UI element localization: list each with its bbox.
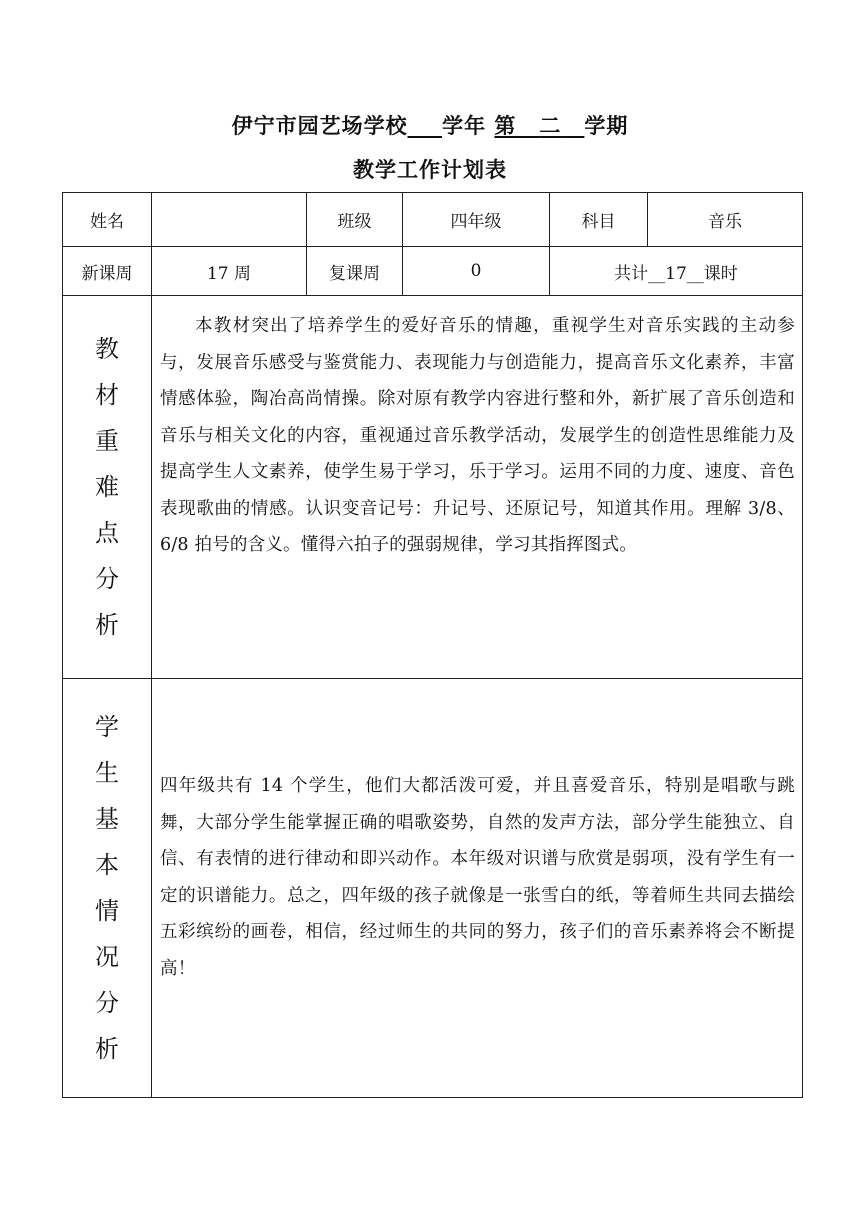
heading-char: 点 [95,519,119,547]
student-analysis-heading [63,679,151,1097]
heading-char: 析 [95,1035,119,1063]
term-label: 学期 [584,114,629,138]
new-weeks-label: 新课周 [81,263,133,284]
textbook-analysis-heading [63,296,151,678]
subject-value: 音乐 [708,212,742,232]
student-analysis-text: 四年级共有 14 个学生，他们大都活泼可爱，并且喜爱音乐，特别是唱歌与跳舞，大部分学生能掌握正确的唱歌姿势，自然的发声方法，部分学生能独立、自信、有表情的进行律动和即兴动作。本年级对识谱与欣赏是弱项，没有学生有一定的识谱能力。总之，四年级的孩子就像是一张雪白的纸，等着师生共同去描绘五彩缤纷的画卷，相信，经过师生的共同的努力，孩子们的音乐素养将会不断提高！ [160,776,795,979]
new-weeks-value: 17 周 [206,263,252,284]
heading-char: 材 [95,381,119,409]
heading-char: 分 [95,565,119,593]
term-prefix: 第__ [494,114,540,138]
heading-char: 本 [95,851,119,879]
page-title [0,110,860,140]
table-divider [62,678,803,679]
table-border-bottom [62,1097,803,1098]
table-divider [151,192,152,1098]
name-value [152,193,306,246]
name-label: 姓名 [90,212,124,232]
heading-char: 况 [95,943,119,971]
year-blank: ___ [407,114,443,138]
heading-char: 重 [95,427,119,455]
term-value: 二 [539,114,562,138]
school-name: 伊宁市园艺场学校 [231,114,408,138]
year-label: 学年 [442,114,487,138]
heading-char: 学 [95,713,119,741]
subject-label: 科目 [581,212,616,232]
review-weeks-value: 0 [470,261,482,281]
heading-char: 生 [95,759,119,787]
table-divider [62,295,803,296]
heading-char: 析 [95,611,119,639]
review-weeks-label: 复课周 [329,263,380,284]
class-value: 四年级 [450,212,502,232]
total-lessons: 共计__17__课时 [614,263,738,284]
heading-char: 难 [95,473,119,501]
heading-char: 情 [95,897,119,925]
page-subtitle: 教学工作计划表 [353,158,507,182]
textbook-analysis-text: 本教材突出了培养学生的爱好音乐的情趣，重视学生对音乐实践的主动参与，发展音乐感受与鉴赏能力、表现能力与创造能力，提高音乐文化素养，丰富情感体验，陶冶高尚情操。除对原有教学内容进行整和外，新扩展了音乐创造和音乐与相关文化的内容，重视通过音乐教学活动，发展学生的创造性思维能力及提高学生人文素养，使学生易于学习，乐于学习。运用不同的力度、速度、音色表现歌曲的情感。认识变音记号：升记号、还原记号，知道其作用。理解 3/8、6/8 拍号的含义。懂得六拍子的强弱规律，学习其指挥图式。 [160,316,795,555]
table-border-right [802,192,803,1098]
heading-char: 基 [95,805,119,833]
class-label: 班级 [337,212,372,232]
heading-char: 教 [95,335,119,363]
term-suffix: __ [561,114,585,138]
heading-char: 分 [95,989,119,1017]
